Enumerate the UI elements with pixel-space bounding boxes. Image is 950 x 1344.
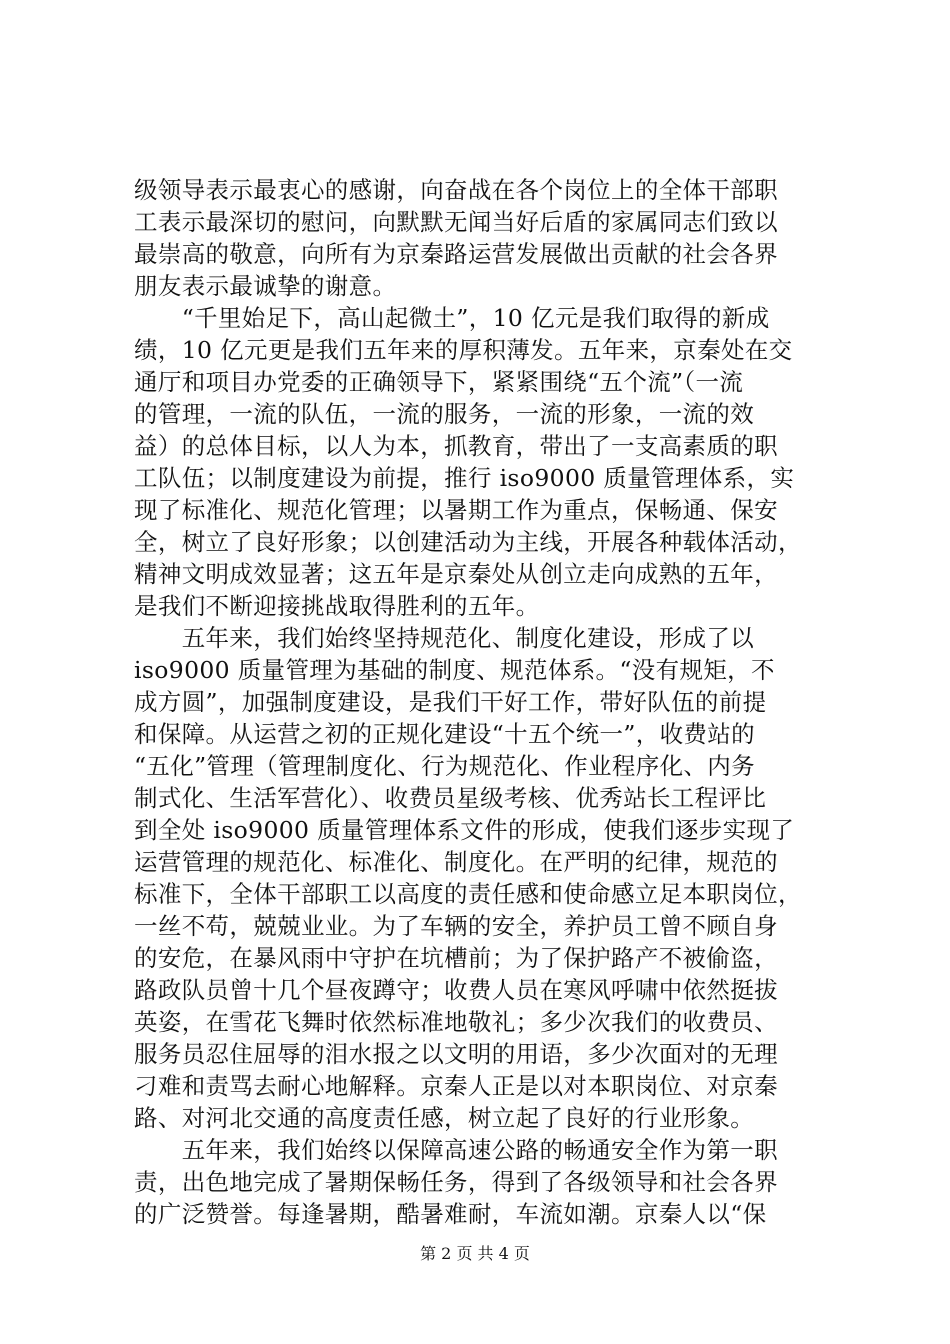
text-line: 运营管理的规范化、标准化、制度化。在严明的纪律，规范的 <box>134 848 778 876</box>
text-line: 刁难和责骂去耐心地解释。京秦人正是以对本职岗位、对京秦 <box>134 1072 778 1100</box>
text-line: 通厅和项目办党委的正确领导下，紧紧围绕“五个流”（一流 <box>134 368 744 396</box>
text-line: 服务员忍住屈辱的泪水报之以文明的用语，多少次面对的无理 <box>134 1040 778 1068</box>
text-line: 绩，10 亿元更是我们五年来的厚积薄发。五年来，京秦处在交 <box>134 336 793 364</box>
text-line: 的管理，一流的队伍，一流的服务，一流的形象，一流的效 <box>134 400 755 428</box>
text-line: 全，树立了良好形象；以创建活动为主线，开展各种载体活动， <box>134 528 802 556</box>
text-line: 的安危，在暴风雨中守护在坑槽前；为了保护路产不被偷盗， <box>134 944 778 972</box>
text-line: 精神文明成效显著；这五年是京秦处从创立走向成熟的五年， <box>134 560 778 588</box>
text-line: 级领导表示最衷心的感谢，向奋战在各个岗位上的全体干部职 <box>134 176 778 204</box>
text-line: “五化”管理（管理制度化、行为规范化、作业程序化、内务 <box>134 752 755 780</box>
text-line: 一丝不苟，兢兢业业。为了车辆的安全，养护员工曾不顾自身 <box>134 912 778 940</box>
text-line: iso9000 质量管理为基础的制度、规范体系。“没有规矩，不 <box>134 656 775 684</box>
text-line: 和保障。从运营之初的正规化建设“十五个统一”，收费站的 <box>134 720 755 748</box>
text-line: 工表示最深切的慰问，向默默无闻当好后盾的家属同志们致以 <box>134 208 778 236</box>
text-line: 五年来，我们始终以保障高速公路的畅通安全作为第一职 <box>134 1136 778 1164</box>
text-line: 成方圆”，加强制度建设，是我们干好工作，带好队伍的前提 <box>134 688 767 716</box>
text-line: 的广泛赞誉。每逢暑期，酷暑难耐，车流如潮。京秦人以“保 <box>134 1200 767 1228</box>
text-line: 现了标准化、规范化管理；以暑期工作为重点，保畅通、保安 <box>134 496 778 524</box>
text-line: 责，出色地完成了暑期保畅任务，得到了各级领导和社会各界 <box>134 1168 778 1196</box>
text-line: 到全处 iso9000 质量管理体系文件的形成，使我们逐步实现了 <box>134 816 795 844</box>
page-footer: 第 2 页 共 4 页 <box>420 1244 530 1263</box>
text-line: 路、对河北交通的高度责任感，树立起了良好的行业形象。 <box>134 1104 755 1132</box>
text-line: “千里始足下，高山起微土”，10 亿元是我们取得的新成 <box>134 304 770 332</box>
text-line: 是我们不断迎接挑战取得胜利的五年。 <box>134 592 540 620</box>
text-line: 制式化、生活军营化）、收费员星级考核、优秀站长工程评比 <box>134 784 767 812</box>
text-line: 标准下，全体干部职工以高度的责任感和使命感立足本职岗位， <box>134 880 802 908</box>
text-line: 朋友表示最诚挚的谢意。 <box>134 272 397 300</box>
text-line: 五年来，我们始终坚持规范化、制度化建设，形成了以 <box>134 624 755 652</box>
text-line: 最崇高的敬意，向所有为京秦路运营发展做出贡献的社会各界 <box>134 240 778 268</box>
text-line: 益）的总体目标，以人为本，抓教育，带出了一支高素质的职 <box>134 432 778 460</box>
text-line: 英姿，在雪花飞舞时依然标准地敬礼；多少次我们的收费员、 <box>134 1008 778 1036</box>
text-line: 路政队员曾十几个昼夜蹲守；收费人员在寒风呼啸中依然挺拔 <box>134 976 778 1004</box>
text-line: 工队伍；以制度建设为前提，推行 iso9000 质量管理体系，实 <box>134 464 795 492</box>
